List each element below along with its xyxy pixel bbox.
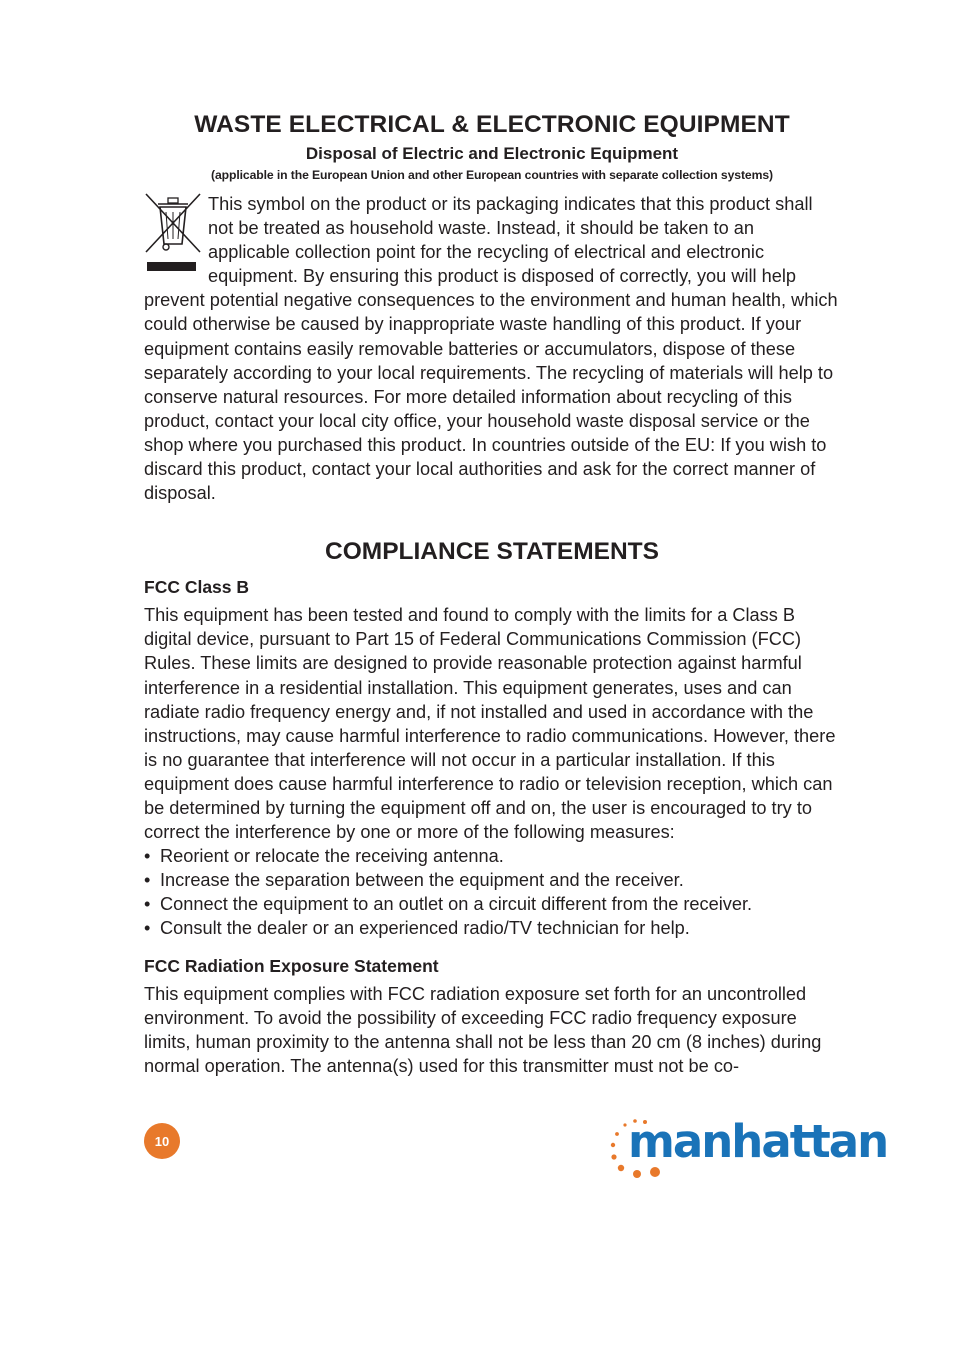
crossed-out-wheelie-bin-icon <box>144 192 202 276</box>
fcc-class-b-body: This equipment has been tested and found to comply with the limits for a Class B digital device, pursuant to Part 15 of Federal Communications Commission (FCC) Rules. These limits are designed to provide reasonable protection against harmful interference in a residential installation. This equipment generates, uses and can radiate radio frequency energy and, if not installed and used in accordance with the instructions, may cause harmful interference to radio communications. However, there is no guarantee that interference will not occur in a particular installation. If this equipment does cause harmful interference to radio or television reception, which can be determined by turning the equipment off and on, the user is encouraged to try to correct the interference by one or more of the following measures: <box>144 605 836 843</box>
list-item: • Connect the equipment to an outlet on a circuit different from the receiver. <box>144 892 840 916</box>
list-item: • Increase the separation between the equipment and the receiver. <box>144 868 840 892</box>
weee-body: This symbol on the product or its packaging indicates that this product shall not be treated as household waste. Instead, it should be taken to an applicable collection point for the recycling of electrical and electronic equipment. By ensuring this product is disposed of correctly, you will help prevent potential negative consequences to the environment and human health, which could otherwise be caused by inappropriate waste handling of this product. If your equipment contains easily removable batteries or accumulators, dispose of these separately according to your local requirements. The recycling of materials will help to conserve natural resources. For more detailed information about recycling of this product, contact your local city office, your household waste disposal service or the shop where you purchased this product. In countries outside of the EU: If you wish to discard this product, contact your local authorities and ask for the correct manner of disposal. <box>144 194 838 504</box>
manhattan-logo <box>608 1112 888 1182</box>
fcc-class-b-heading: FCC Class B <box>144 577 250 598</box>
weee-subtitle: Disposal of Electric and Electronic Equipment <box>305 144 679 163</box>
list-item: • Consult the dealer or an experienced radio/TV technician for help. <box>144 916 840 940</box>
page-content <box>144 108 840 1079</box>
page-number-badge: 10 <box>144 1123 180 1159</box>
fcc-radiation-body: This equipment complies with FCC radiation exposure set forth for an uncontrolled environment. To avoid the possibility of exceeding FCC radio frequency exposure limits, human proximity to the antenna shall not be less than 20 cm (8 inches) during normal operation. The antenna(s) used for this transmitter must not be co- <box>144 984 822 1077</box>
weee-title: WASTE ELECTRICAL & ELECTRONIC EQUIPMENT <box>194 111 790 138</box>
logo-text: manhattan <box>628 1115 888 1168</box>
weee-note: (applicable in the European Union and other European countries with separate collection systems) <box>211 168 773 182</box>
fcc-radiation-heading: FCC Radiation Exposure Statement <box>144 956 439 977</box>
weee-section <box>144 192 840 505</box>
fcc-measures-list <box>144 844 840 940</box>
compliance-title: COMPLIANCE STATEMENTS <box>325 538 659 566</box>
list-item: • Reorient or relocate the receiving antenna. <box>144 844 840 868</box>
